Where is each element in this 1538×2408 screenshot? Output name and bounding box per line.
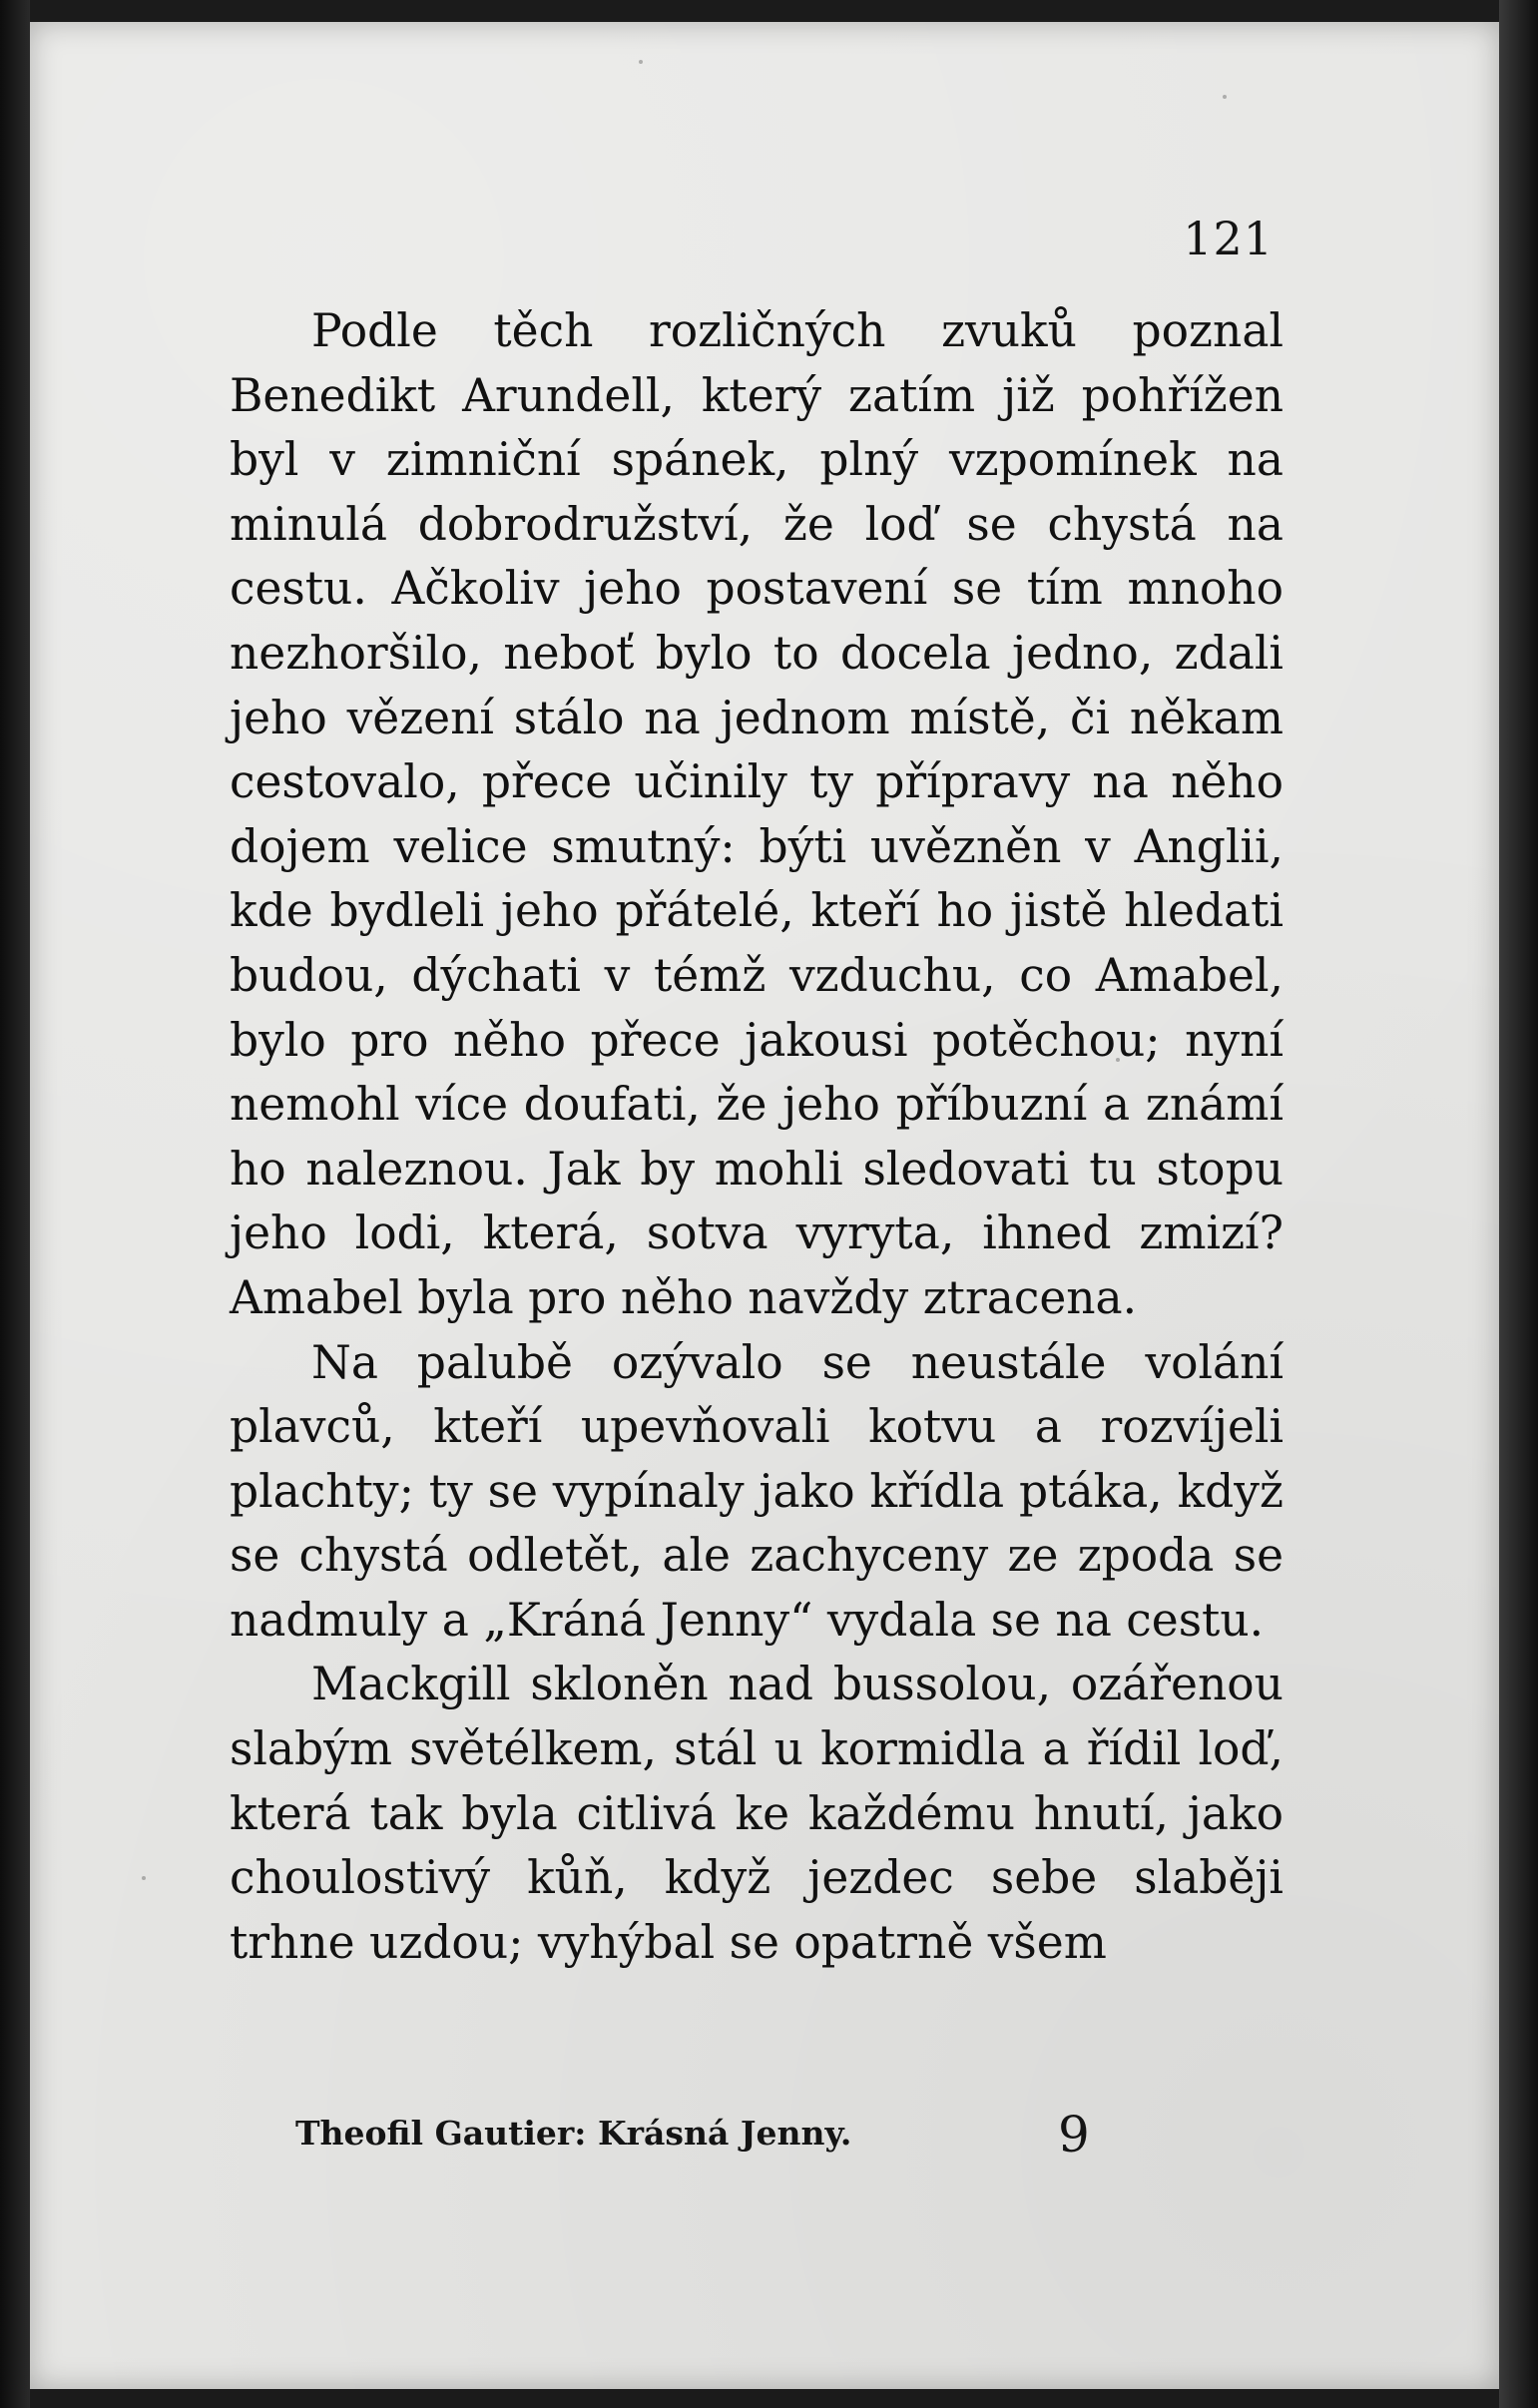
left-page-edge bbox=[0, 0, 30, 2408]
paragraph-1: Podle těch rozličných zvuků poznal Benedikt Arundell, který zatím již pohřížen byl v zimniční spánek, plný vzpomínek na minulá dobrodružství, že loď se chystá na cestu. Ačkoliv jeho postavení se tím mnoho nezhoršilo, neboť bylo to docela jedno, zdali jeho vězení stálo na jednom místě, či někam cestovalo, přece učinily ty přípravy na něho dojem velice smutný: býti uvězněn v Anglii, kde bydleli jeho přátelé, kteří ho jistě hledati budou, dýchati v témž vzduchu, co Amabel, bylo pro něho přece jakousi potěchou; nyní nemohl více doufati, že jeho příbuzní a známí ho naleznou. Jak by mohli sledovati tu stopu jeho lodi, která, sotva vyryta, ihned zmizí? Amabel byla pro něho navždy ztracena. bbox=[230, 304, 1283, 1324]
page-number: 121 bbox=[1183, 212, 1274, 265]
paragraph-3: Mackgill skloněn nad bussolou, ozářenou slabým světélkem, stál u kormidla a řídil loď, která tak byla citlivá ke každému hnutí, jako choulostivý kůň, když jezdec sebe slaběji trhne uzdou; vyhýbal se opatrně všem bbox=[230, 1658, 1283, 1969]
book-footer: Theofil Gautier: Krásná Jenny. bbox=[295, 2114, 852, 2153]
body-text bbox=[230, 299, 1283, 1975]
paragraph-2: Na palubě ozývalo se neustále volání plavců, kteří upevňovali kotvu a rozvíjeli plachty; ty se vypínaly jako křídla ptáka, když se chystá odletět, ale zachyceny ze zpoda se nadmuly a „Kráná Jenny“ vydala se na cestu. bbox=[230, 1335, 1283, 1647]
paper-speck bbox=[142, 1876, 146, 1880]
right-page-edge bbox=[1499, 0, 1538, 2408]
paper-speck bbox=[639, 60, 643, 64]
paper-speck bbox=[1223, 95, 1227, 99]
signature-mark: 9 bbox=[1058, 2106, 1090, 2164]
